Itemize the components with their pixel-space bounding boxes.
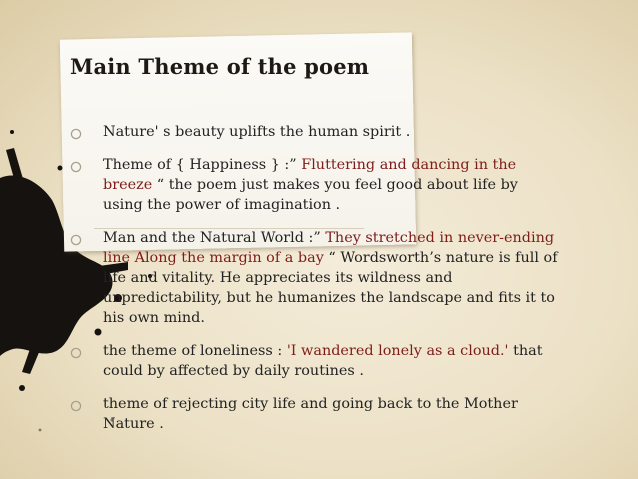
bullet-item [70, 122, 560, 142]
hollow-ring-icon [70, 161, 82, 173]
slide-title: Main Theme of the poem [70, 54, 370, 79]
bullet-text: “ the poem just makes you feel good about life by using the power of imagination . [103, 177, 518, 213]
hollow-ring-icon [70, 234, 82, 246]
bullet-list [70, 122, 560, 447]
hollow-ring-icon [70, 347, 82, 359]
bullet-item [70, 394, 560, 434]
bullet-item [70, 228, 560, 328]
quote-text: They stretched in never-ending line Along the margin of a bay [103, 230, 555, 266]
hollow-ring-icon [70, 400, 82, 412]
hollow-ring-icon [70, 128, 82, 140]
bullet-item [70, 341, 560, 381]
bullet-text: that could by affected by daily routines . [103, 343, 543, 379]
bullet-text: the theme of loneliness : [103, 343, 287, 359]
bullet-text: theme of rejecting city life and going back to the Mother Nature . [103, 396, 518, 432]
quote-text: 'I wandered lonely as a cloud.' [286, 343, 509, 359]
bullet-text: Theme of { Happiness } :” [103, 157, 302, 173]
quote-text: Fluttering and dancing in the breeze [103, 157, 517, 193]
bullet-text: Nature' s beauty uplifts the human spirit . [103, 124, 411, 140]
bullet-text: Man and the Natural World :” [103, 230, 326, 246]
bullet-item [70, 155, 560, 215]
bullet-text: “ Wordsworth’s nature is full of life and vitality. He appreciates its wildness and unpredictability, but he humanizes the landscape and fits it to his own mind. [103, 250, 558, 326]
